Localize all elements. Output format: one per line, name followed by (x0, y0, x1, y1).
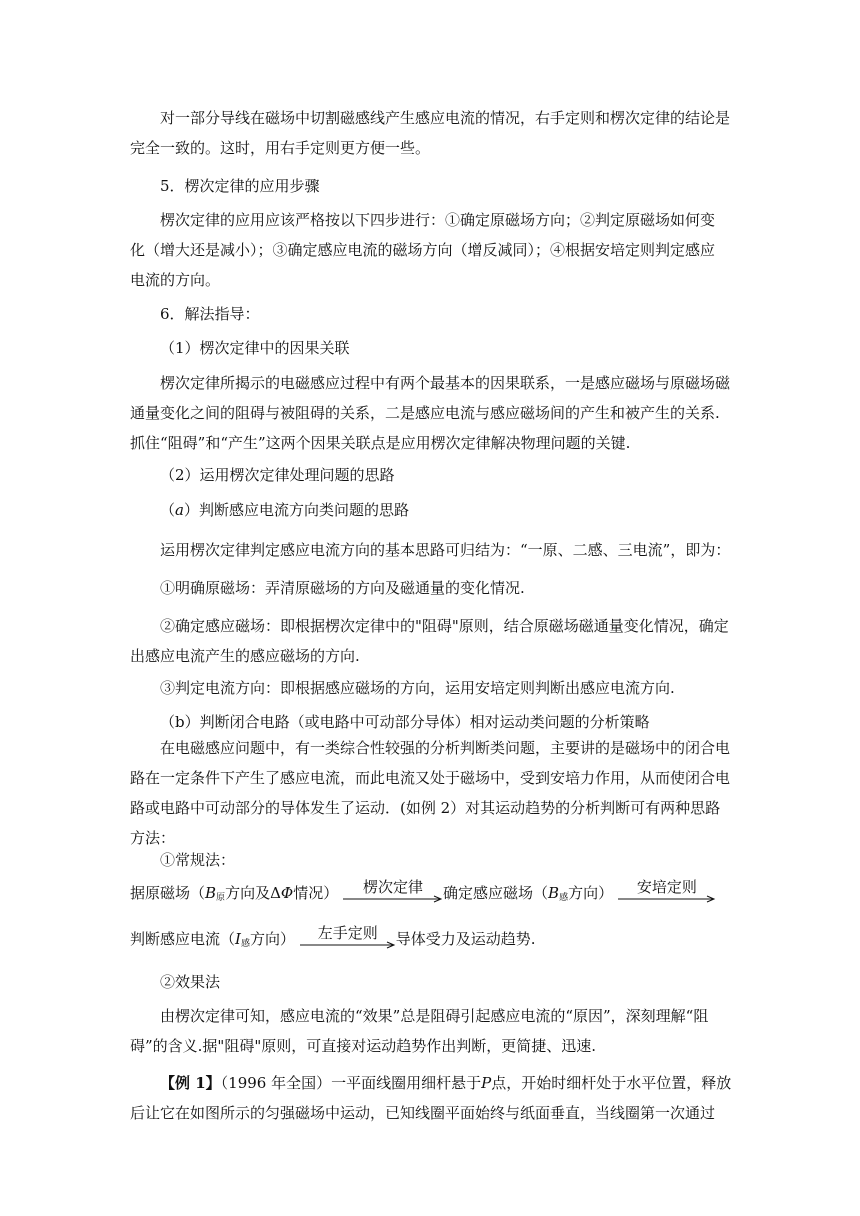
text-line: 电流的方向。 (130, 271, 221, 289)
method-1-heading: ①常规法： (160, 851, 236, 869)
paragraph-strategy (130, 733, 730, 853)
paragraph-effect-method (130, 1001, 730, 1061)
heading-6-2-a: （a）判断感应电流方向类问题的思路 (160, 501, 409, 519)
paragraph-causal-link (130, 368, 730, 458)
text-line: 楞次定律所揭示的电磁感应过程中有两个最基本的因果联系，一是感应磁场与原磁场磁 (160, 374, 731, 392)
text-line: 出感应电流产生的感应磁场的方向. (130, 647, 360, 665)
text-line: 【例 1】（1996 年全国）一平面线圈用细杆悬于P点，开始时细杆处于水平位置，释放 (160, 1074, 732, 1092)
right-arrow-icon (300, 941, 396, 949)
text-line: 由楞次定律可知，感应电流的“效果”总是阻碍引起感应电流的“原因”，深刻理解“阻 (160, 1007, 709, 1025)
text-line: 对一部分导线在磁场中切割磁感线产生感应电流的情况，右手定则和楞次定律的结论是 (160, 109, 731, 127)
text-line: 方法： (130, 829, 176, 847)
text-line: ②确定感应磁场：即根据楞次定律中的"阻碍"原则，结合原磁场磁通量变化情况，确定 (160, 617, 729, 635)
right-arrow-icon (618, 895, 716, 903)
paragraph-right-hand-rule (130, 103, 730, 163)
right-arrow-icon (343, 895, 443, 903)
heading-section-6: 6．解法指导： (160, 305, 260, 323)
step-1: ①明确原磁场：弄清原磁场的方向及磁通量的变化情况. (160, 579, 525, 597)
example-label: 【例 1】 (160, 1074, 221, 1092)
text-line: 在电磁感应问题中，有一类综合性较强的分析判断类问题，主要讲的是磁场中的闭合电 (160, 739, 731, 757)
heading-6-1: （1）楞次定律中的因果关联 (160, 339, 350, 357)
text-line: 楞次定律的应用应该严格按以下四步进行：①确定原磁场方向；②判定原磁场如何变 (160, 211, 716, 229)
text-line: 后让它在如图所示的匀强磁场中运动，已知线圈平面始终与纸面垂直，当线圈第一次通过 (130, 1104, 716, 1122)
text-line: 化（增大还是减小）；③确定感应电流的磁场方向（增反减同）；④根据安培定则判定感应 (130, 241, 716, 259)
flow-line-1: 据原磁场（$B_原$方向及ΔΦ情况） 楞次定律 确定感应磁场（$B_感$方向） 安培定则 (130, 873, 730, 913)
flow-line-2: 判断感应电流（$I_感$方向） 左手定则 导体受力及运动趋势. (130, 924, 536, 949)
paragraph-basic-idea: 运用楞次定律判定感应电流方向的基本思路可归结为：“一原、二感、三电流”，即为： (160, 541, 731, 559)
paragraph-four-steps (130, 205, 730, 295)
text-line: 碍”的含义.据"阻碍"原则，可直接对运动趋势作出判断，更简捷、迅速. (130, 1037, 597, 1055)
heading-section-5: 5．楞次定律的应用步骤 (160, 177, 320, 195)
text-line: 完全一致的。这时，用右手定则更方便一些。 (130, 139, 431, 157)
step-3: ③判定电流方向：即根据感应磁场的方向，运用安培定则判断出感应电流方向. (160, 679, 675, 697)
heading-6-2-b: （b）判断闭合电路（或电路中可动部分导体）相对运动类问题的分析策略 (160, 713, 650, 731)
text-line: 通量变化之间的阻碍与被阻碍的关系，二是感应电流与感应磁场间的产生和被产生的关系. (130, 404, 720, 422)
example-1 (130, 1068, 730, 1128)
arrow-lenz-law: 楞次定律 (343, 879, 443, 903)
arrow-left-hand-rule: 左手定则 (300, 925, 396, 949)
text-line: 抓住“阻碍”和“产生”这两个因果关联点是应用楞次定律解决物理问题的关键. (130, 434, 631, 452)
step-2 (130, 611, 730, 671)
arrow-ampere-rule: 安培定则 (618, 879, 716, 903)
text-line: 路或电路中可动部分的导体发生了运动．(如例 2）对其运动趋势的分析判断可有两种思路 (130, 799, 721, 817)
method-2-heading: ②效果法 (160, 973, 221, 991)
text-line: 路在一定条件下产生了感应电流，而此电流又处于磁场中，受到安培力作用，从而使闭合电 (130, 769, 731, 787)
heading-6-2: （2）运用楞次定律处理问题的思路 (160, 466, 395, 484)
